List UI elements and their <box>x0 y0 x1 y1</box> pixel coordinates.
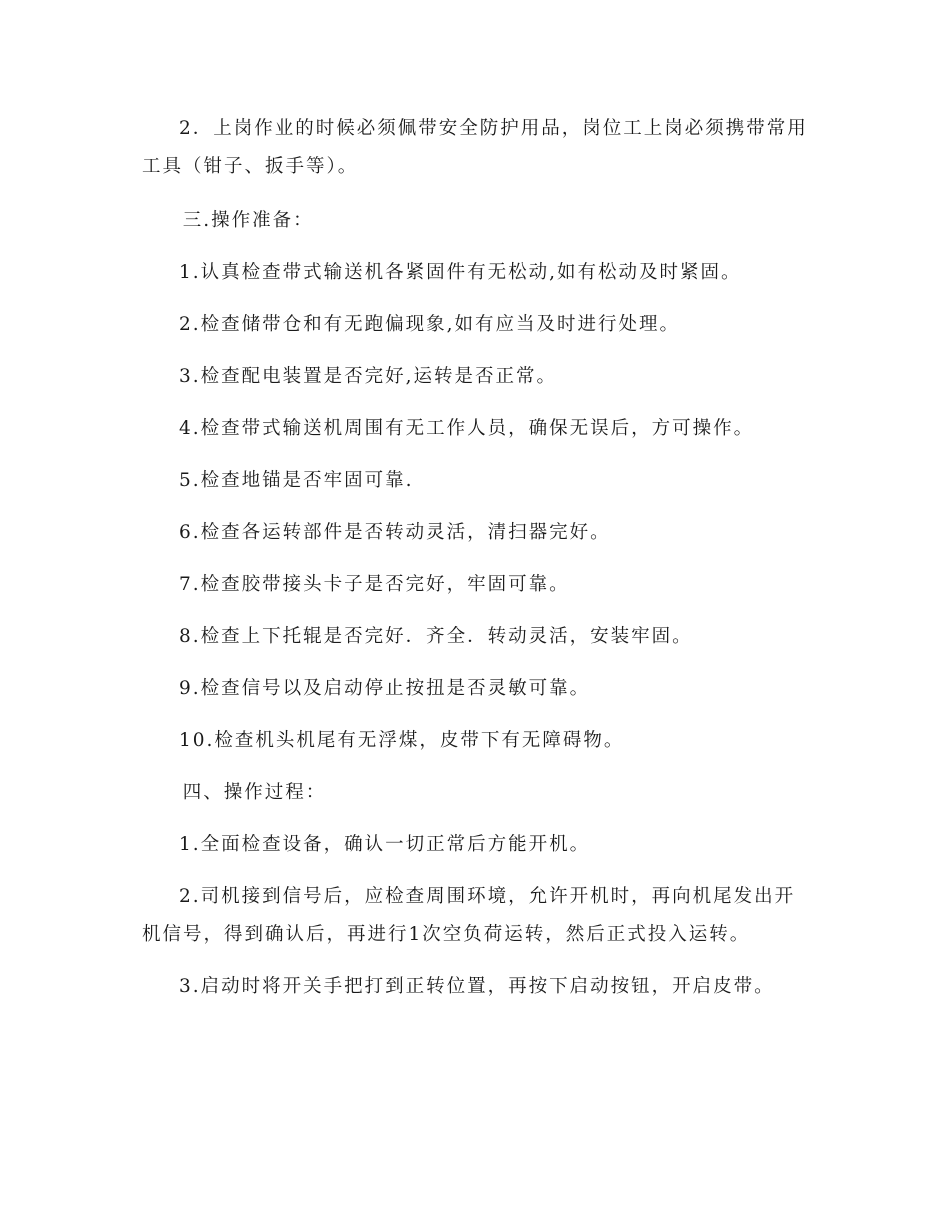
paragraph-prep-6: 6.检查各运转部件是否转动灵活，清扫器完好。 <box>179 522 611 543</box>
paragraph-prep-4: 4.检查带式输送机周围有无工作人员，确保无误后，方可操作。 <box>179 418 755 439</box>
paragraph-prep-8: 8.检查上下托辊是否完好．齐全．转动灵活，安装牢固。 <box>179 626 693 647</box>
paragraph-op-2: 2.司机接到信号后，应检查周围环境，允许开机时，再向机尾发出开机信号，得到确认后，再进行1次空负荷运转，然后正式投入运转。 <box>142 886 796 945</box>
document-body <box>142 110 810 1006</box>
paragraph-op-1: 1.全面检查设备，确认一切正常后方能开机。 <box>179 834 591 855</box>
paragraph-op-3: 3.启动时将开关手把打到正转位置，再按下启动按钮，开启皮带。 <box>179 976 775 997</box>
paragraph-prep-9: 9.检查信号以及启动停止按扭是否灵敏可靠。 <box>179 678 591 699</box>
paragraph-prep-5: 5.检查地锚是否牢固可靠. <box>179 470 414 491</box>
section-heading-preparation: 三.操作准备： <box>182 210 314 231</box>
paragraph-ppe-tools: 2．上岗作业的时候必须佩带安全防护用品，岗位工上岗必须携带常用工具（钳子、扳手等）。 <box>142 118 808 177</box>
paragraph-prep-1: 1.认真检查带式输送机各紧固件有无松动,如有松动及时紧固。 <box>179 262 742 283</box>
paragraph-prep-3: 3.检查配电装置是否完好,运转是否正常。 <box>179 366 558 387</box>
paragraph-prep-10: 10.检查机头机尾有无浮煤，皮带下有无障碍物。 <box>179 730 625 751</box>
paragraph-prep-7: 7.检查胶带接头卡子是否完好，牢固可靠。 <box>179 574 570 595</box>
paragraph-prep-2: 2.检查储带仓和有无跑偏现象,如有应当及时进行处理。 <box>179 314 681 335</box>
section-heading-operation: 四、操作过程： <box>182 782 327 803</box>
